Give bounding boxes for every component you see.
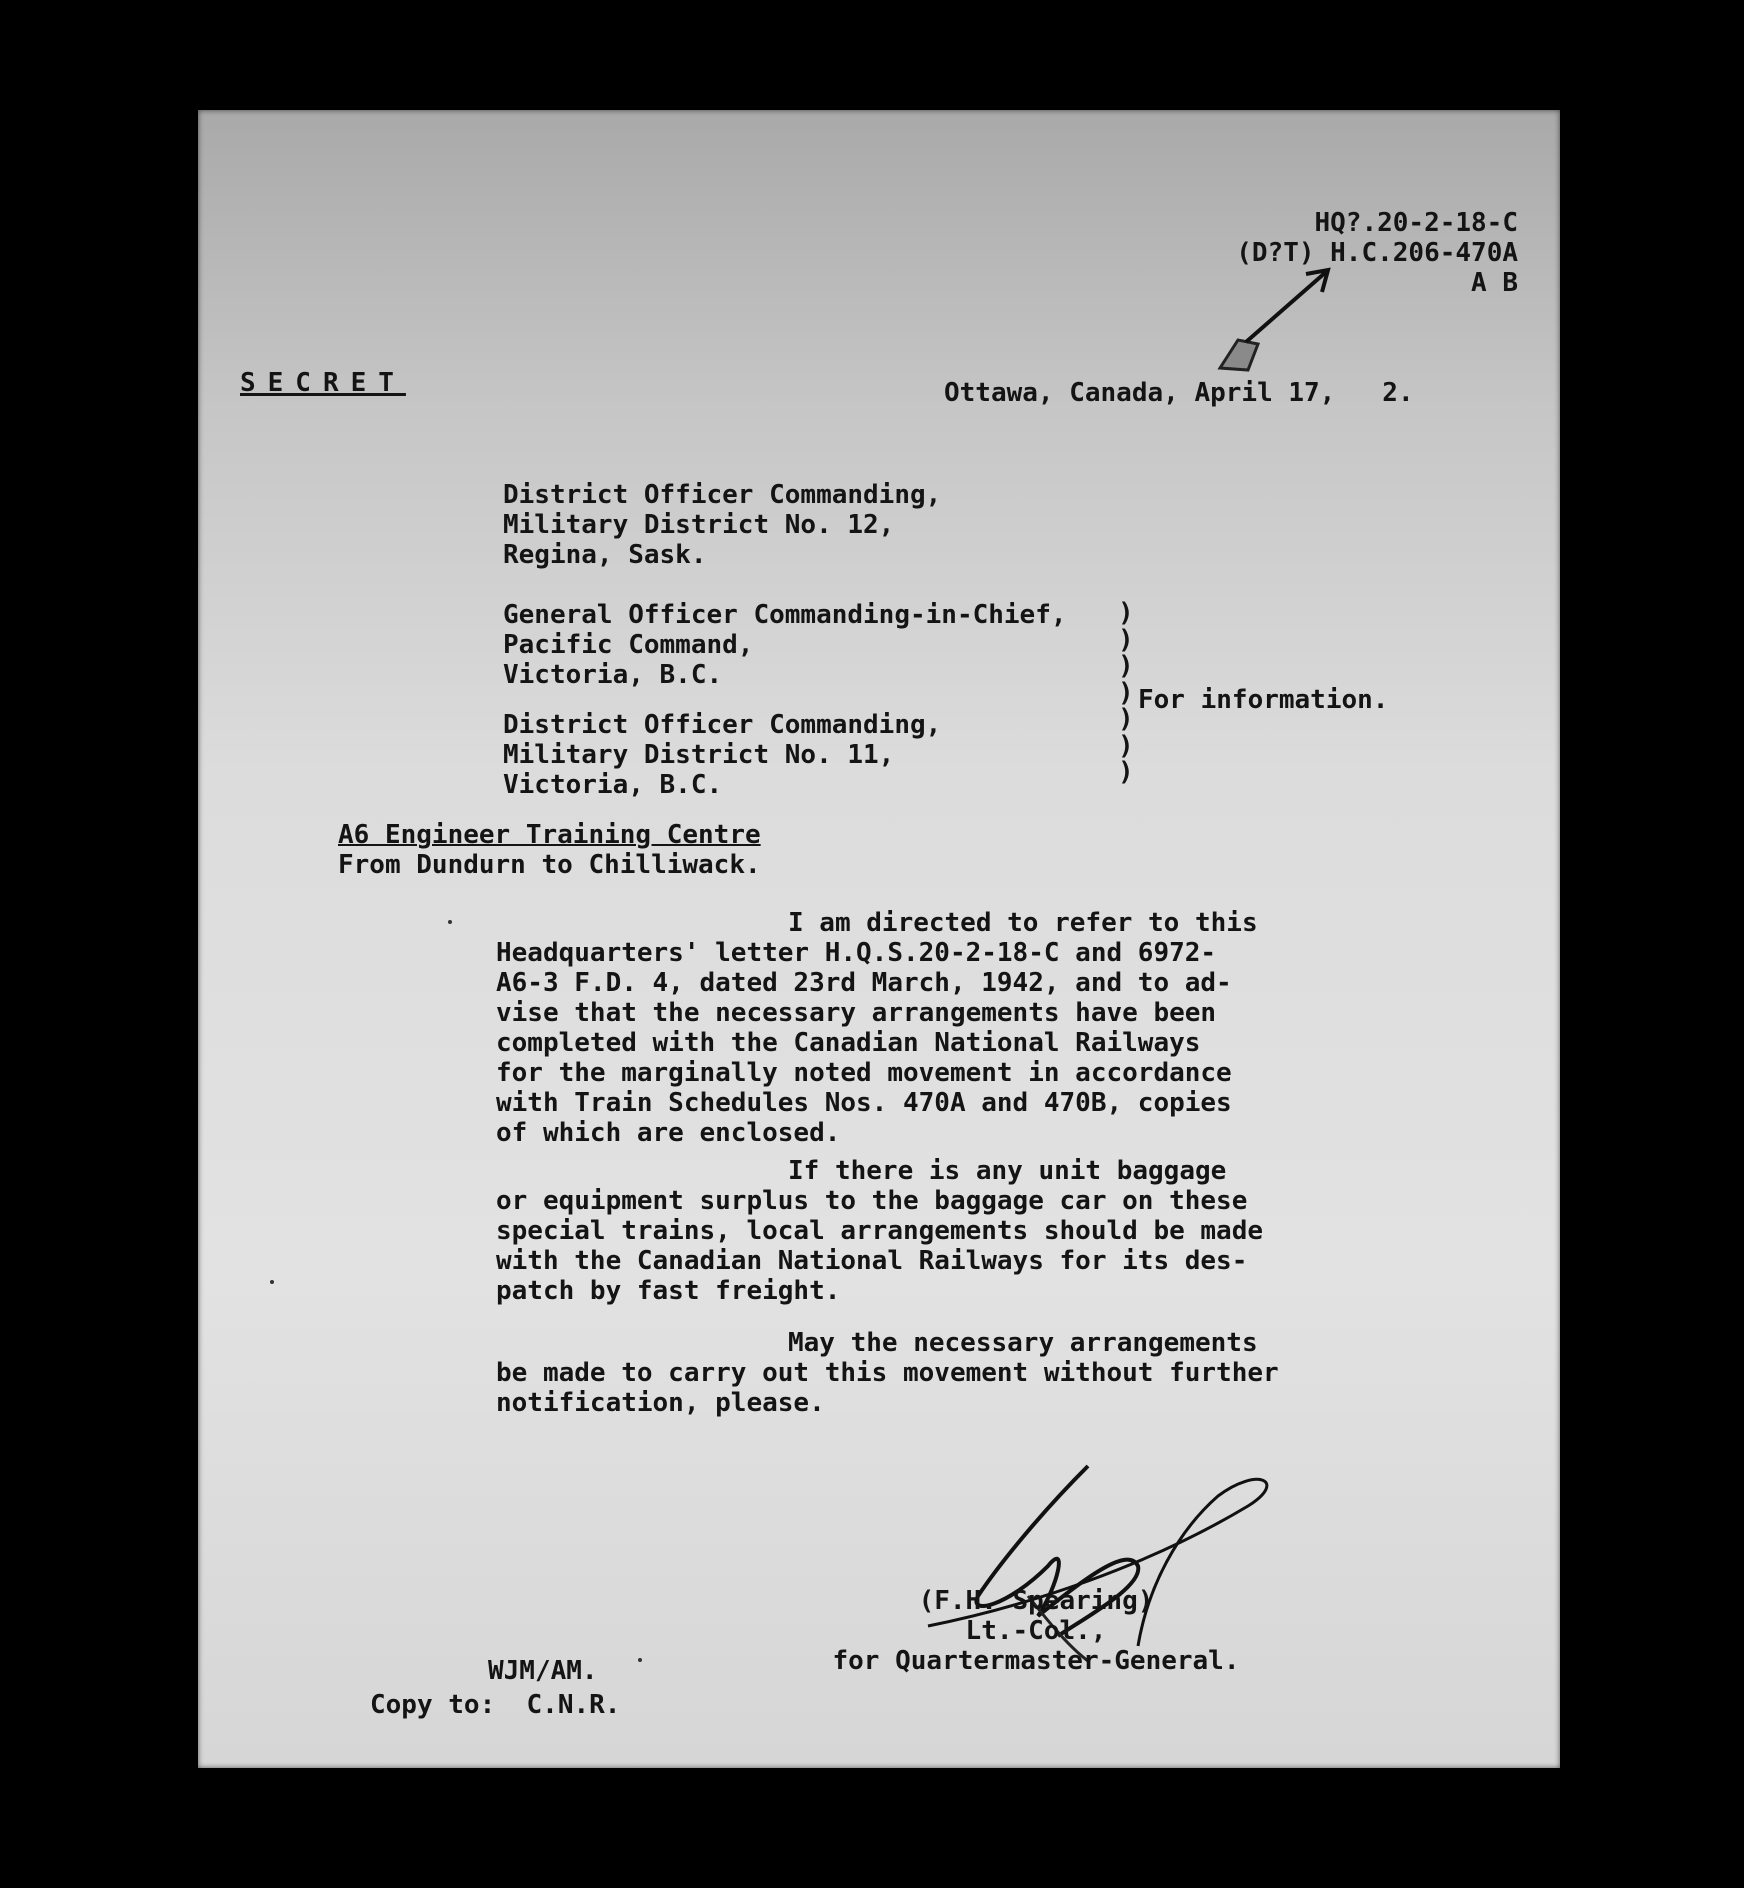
paragraph-line: notification, please.: [496, 1388, 825, 1418]
paragraph-line: special trains, local arrangements should be made: [496, 1216, 1264, 1246]
paragraph-line: May the necessary arrangements: [788, 1328, 1258, 1358]
paragraph-line: for the marginally noted movement in accordance: [496, 1058, 1232, 1088]
file-reference-line-2: (D?T) H.C.206-470A: [1236, 238, 1518, 268]
document-page: [198, 110, 1560, 1768]
info-bracket: ) ) ) ) ) ) ): [1118, 598, 1134, 787]
paper-speck: [270, 1280, 274, 1284]
addressee-line: Regina, Sask.: [503, 540, 707, 570]
addressee-line: Victoria, B.C.: [503, 770, 723, 800]
addressee-line: District Officer Commanding,: [503, 710, 942, 740]
file-reference-line-1: HQ?.20-2-18-C: [1314, 208, 1518, 238]
paragraph-line: of which are enclosed.: [496, 1118, 841, 1148]
file-reference-line-3: A B: [1471, 268, 1518, 298]
paragraph-line: If there is any unit baggage: [788, 1156, 1227, 1186]
paragraph-line: completed with the Canadian National Railways: [496, 1028, 1201, 1058]
paper-speck: [448, 920, 452, 924]
addressee-line: District Officer Commanding,: [503, 480, 942, 510]
addressee-line: Victoria, B.C.: [503, 660, 723, 690]
paragraph-line: patch by fast freight.: [496, 1276, 841, 1306]
paragraph-line: with Train Schedules Nos. 470A and 470B, copies: [496, 1088, 1232, 1118]
paragraph-line: A6-3 F.D. 4, dated 23rd March, 1942, and to ad-: [496, 968, 1232, 998]
paragraph-line: Headquarters' letter H.Q.S.20-2-18-C and 6972-: [496, 938, 1217, 968]
paragraph-1: [496, 908, 1306, 1148]
addressee-line: Military District No. 12,: [503, 510, 895, 540]
subject-line: From Dundurn to Chilliwack.: [338, 850, 761, 880]
for-information-note: For information.: [1138, 685, 1389, 715]
paragraph-line: vise that the necessary arrangements have been: [496, 998, 1217, 1028]
addressee-primary: [503, 480, 941, 570]
typist-initials: WJM/AM.: [488, 1656, 598, 1686]
dateline: Ottawa, Canada, April 17, 2.: [944, 378, 1414, 408]
addressee-line: Pacific Command,: [503, 630, 754, 660]
classification-marking: SECRET: [240, 368, 406, 398]
signatory-title: for Quartermaster-General.: [832, 1646, 1240, 1676]
signature-block: [806, 1586, 1266, 1676]
paragraph-line: with the Canadian National Railways for its des-: [496, 1246, 1248, 1276]
subject-heading: [338, 820, 761, 880]
hand-drawn-arrow-icon: [1198, 260, 1338, 380]
paragraph-line: I am directed to refer to this: [788, 908, 1258, 938]
addressee-line: General Officer Commanding-in-Chief,: [503, 600, 1067, 630]
subject-line: A6 Engineer Training Centre: [338, 820, 761, 850]
copy-to-line: Copy to: C.N.R.: [370, 1690, 621, 1720]
paragraph-line: or equipment surplus to the baggage car on these: [496, 1186, 1248, 1216]
signatory-name: (F.H. Spearing): [918, 1586, 1154, 1616]
paragraph-3: [496, 1328, 1306, 1418]
paragraph-2: [496, 1156, 1306, 1306]
paragraph-line: be made to carry out this movement without further: [496, 1358, 1279, 1388]
addressee-info-2: [503, 710, 941, 800]
addressee-info-1: [503, 600, 1067, 690]
addressee-line: Military District No. 11,: [503, 740, 895, 770]
paper-speck: [638, 1658, 642, 1662]
signatory-rank: Lt.-Col.,: [965, 1616, 1107, 1646]
